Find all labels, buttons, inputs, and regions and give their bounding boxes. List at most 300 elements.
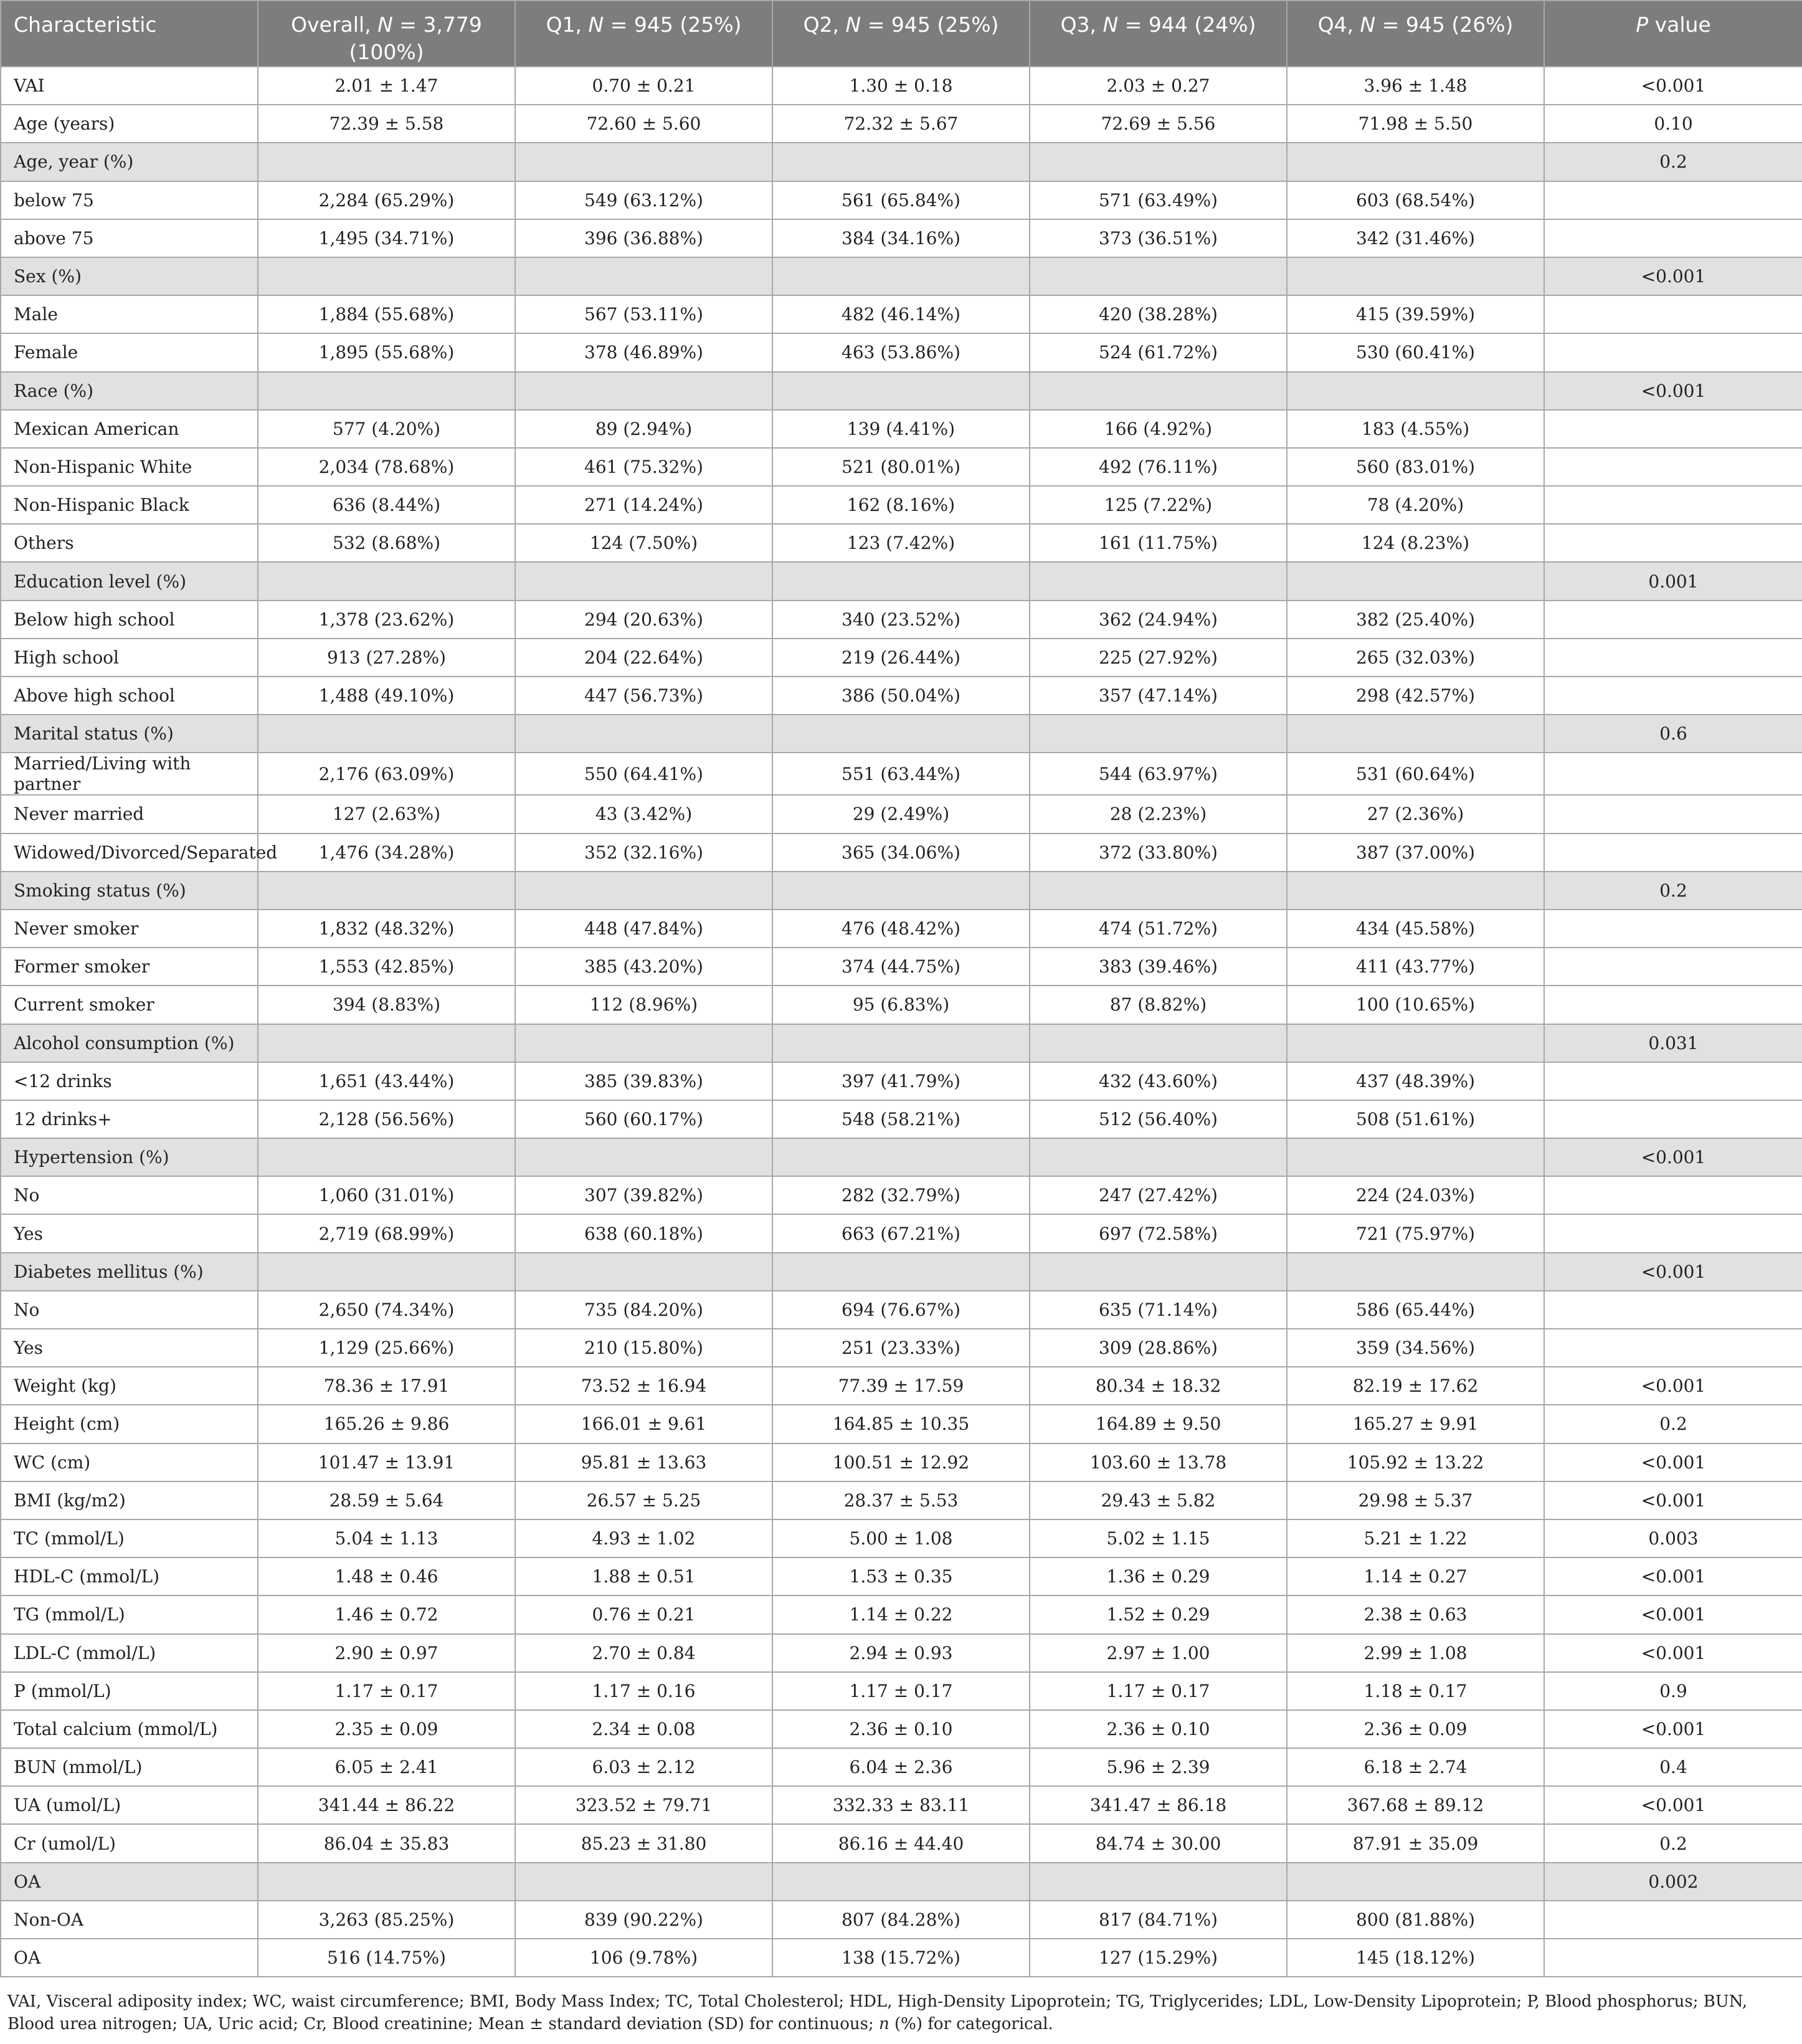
table-row — [1, 524, 1802, 562]
cell-characteristic: Non-Hispanic White — [1, 448, 258, 486]
table-row — [1, 1329, 1802, 1367]
cell-characteristic: Below high school — [1, 601, 258, 639]
cell-overall: 636 (8.44%) — [258, 486, 515, 524]
cell-q1 — [515, 372, 772, 410]
cell-q4: 82.19 ± 17.62 — [1287, 1367, 1544, 1405]
cell-characteristic: Others — [1, 524, 258, 562]
cell-q1: 2.34 ± 0.08 — [515, 1710, 772, 1748]
cell-p-value: <0.001 — [1544, 1367, 1802, 1405]
cell-p-value: 0.6 — [1544, 715, 1802, 753]
cell-p-value — [1544, 1939, 1802, 1977]
cell-q2: 663 (67.21%) — [772, 1214, 1030, 1252]
cell-q4: 411 (43.77%) — [1287, 948, 1544, 986]
cell-q1: 4.93 ± 1.02 — [515, 1519, 772, 1557]
cell-p-value: <0.001 — [1544, 67, 1802, 105]
cell-p-value — [1544, 1329, 1802, 1367]
table-row — [1, 795, 1802, 833]
cell-overall: 2,128 (56.56%) — [258, 1100, 515, 1138]
cell-p-value — [1544, 1901, 1802, 1939]
header-q1: Q1, N = 945 (25%) — [515, 1, 772, 67]
cell-overall: 577 (4.20%) — [258, 410, 515, 448]
cell-p-value — [1544, 677, 1802, 715]
cell-p-value: 0.001 — [1544, 562, 1802, 600]
cell-q4 — [1287, 1863, 1544, 1901]
cell-characteristic: TC (mmol/L) — [1, 1519, 258, 1557]
cell-q2 — [772, 1138, 1030, 1176]
cell-p-value: <0.001 — [1544, 1253, 1802, 1291]
cell-q4: 105.92 ± 13.22 — [1287, 1443, 1544, 1481]
cell-q1: 461 (75.32%) — [515, 448, 772, 486]
cell-p-value: 0.2 — [1544, 143, 1802, 181]
table-row — [1, 986, 1802, 1024]
cell-q4: 367.68 ± 89.12 — [1287, 1786, 1544, 1824]
table-row — [1, 219, 1802, 257]
cell-q2: 807 (84.28%) — [772, 1901, 1030, 1939]
category-row — [1, 1138, 1802, 1176]
cell-p-value: <0.001 — [1544, 1443, 1802, 1481]
cell-q2: 86.16 ± 44.40 — [772, 1824, 1030, 1862]
table-row — [1, 1176, 1802, 1214]
cell-q3: 357 (47.14%) — [1030, 677, 1287, 715]
cell-overall: 2.90 ± 0.97 — [258, 1634, 515, 1672]
cell-overall: 127 (2.63%) — [258, 795, 515, 833]
cell-p-value: 0.4 — [1544, 1748, 1802, 1786]
cell-q1 — [515, 257, 772, 295]
cell-q4: 531 (60.64%) — [1287, 753, 1544, 795]
table-row — [1, 677, 1802, 715]
cell-p-value: 0.2 — [1544, 1405, 1802, 1443]
category-row — [1, 1024, 1802, 1062]
cell-overall: 394 (8.83%) — [258, 986, 515, 1024]
cell-q2: 340 (23.52%) — [772, 601, 1030, 639]
cell-overall: 341.44 ± 86.22 — [258, 1786, 515, 1824]
cell-q2: 1.30 ± 0.18 — [772, 67, 1030, 105]
cell-q2: 162 (8.16%) — [772, 486, 1030, 524]
cell-q3 — [1030, 1024, 1287, 1062]
cell-q1 — [515, 143, 772, 181]
cell-overall: 1,060 (31.01%) — [258, 1176, 515, 1214]
cell-q1: 385 (39.83%) — [515, 1062, 772, 1100]
cell-q1: 2.70 ± 0.84 — [515, 1634, 772, 1672]
cell-overall — [258, 715, 515, 753]
cell-overall: 78.36 ± 17.91 — [258, 1367, 515, 1405]
cell-q1: 378 (46.89%) — [515, 333, 772, 371]
cell-q2: 551 (63.44%) — [772, 753, 1030, 795]
cell-q4: 800 (81.88%) — [1287, 1901, 1544, 1939]
cell-characteristic: Non-Hispanic Black — [1, 486, 258, 524]
cell-q4: 2.38 ± 0.63 — [1287, 1595, 1544, 1633]
cell-q2 — [772, 872, 1030, 910]
cell-overall: 3,263 (85.25%) — [258, 1901, 515, 1939]
cell-overall: 516 (14.75%) — [258, 1939, 515, 1977]
cell-p-value — [1544, 333, 1802, 371]
cell-p-value — [1544, 410, 1802, 448]
cell-p-value: <0.001 — [1544, 1634, 1802, 1672]
cell-q3: 87 (8.82%) — [1030, 986, 1287, 1024]
cell-q2 — [772, 1863, 1030, 1901]
cell-overall: 101.47 ± 13.91 — [258, 1443, 515, 1481]
cell-q4 — [1287, 562, 1544, 600]
cell-q4: 530 (60.41%) — [1287, 333, 1544, 371]
table-row — [1, 1062, 1802, 1100]
cell-characteristic: Never married — [1, 795, 258, 833]
cell-overall: 2,284 (65.29%) — [258, 181, 515, 219]
cell-characteristic: HDL-C (mmol/L) — [1, 1557, 258, 1595]
cell-q1: 735 (84.20%) — [515, 1291, 772, 1329]
cell-q4: 508 (51.61%) — [1287, 1100, 1544, 1138]
cell-overall: 1,495 (34.71%) — [258, 219, 515, 257]
table-row — [1, 67, 1802, 105]
cell-q4: 165.27 ± 9.91 — [1287, 1405, 1544, 1443]
table-row — [1, 1443, 1802, 1481]
cell-overall: 2.35 ± 0.09 — [258, 1710, 515, 1748]
cell-q1 — [515, 1138, 772, 1176]
cell-q1: 567 (53.11%) — [515, 295, 772, 333]
category-row — [1, 562, 1802, 600]
cell-overall — [258, 1024, 515, 1062]
cell-overall: 913 (27.28%) — [258, 639, 515, 677]
cell-q2: 100.51 ± 12.92 — [772, 1443, 1030, 1481]
cell-q2: 482 (46.14%) — [772, 295, 1030, 333]
cell-q3: 635 (71.14%) — [1030, 1291, 1287, 1329]
cell-q2: 138 (15.72%) — [772, 1939, 1030, 1977]
cell-q1: 124 (7.50%) — [515, 524, 772, 562]
cell-q4: 27 (2.36%) — [1287, 795, 1544, 833]
cell-q2 — [772, 257, 1030, 295]
cell-q2: 548 (58.21%) — [772, 1100, 1030, 1138]
cell-p-value: <0.001 — [1544, 1138, 1802, 1176]
cell-characteristic: above 75 — [1, 219, 258, 257]
cell-characteristic: Male — [1, 295, 258, 333]
cell-overall: 86.04 ± 35.83 — [258, 1824, 515, 1862]
cell-characteristic: Total calcium (mmol/L) — [1, 1710, 258, 1748]
cell-characteristic: Alcohol consumption (%) — [1, 1024, 258, 1062]
cell-characteristic: Age (years) — [1, 105, 258, 143]
cell-characteristic: Weight (kg) — [1, 1367, 258, 1405]
cell-overall: 1,651 (43.44%) — [258, 1062, 515, 1100]
cell-q1: 839 (90.22%) — [515, 1901, 772, 1939]
cell-q2: 1.53 ± 0.35 — [772, 1557, 1030, 1595]
cell-q3: 125 (7.22%) — [1030, 486, 1287, 524]
table-row — [1, 910, 1802, 948]
cell-characteristic: LDL-C (mmol/L) — [1, 1634, 258, 1672]
cell-q1 — [515, 1253, 772, 1291]
cell-q3: 383 (39.46%) — [1030, 948, 1287, 986]
cell-q4: 586 (65.44%) — [1287, 1291, 1544, 1329]
cell-overall — [258, 1863, 515, 1901]
cell-q2: 2.94 ± 0.93 — [772, 1634, 1030, 1672]
cell-p-value — [1544, 1062, 1802, 1100]
cell-q2: 476 (48.42%) — [772, 910, 1030, 948]
cell-q1 — [515, 1863, 772, 1901]
cell-q3: 72.69 ± 5.56 — [1030, 105, 1287, 143]
cell-q3 — [1030, 372, 1287, 410]
cell-characteristic: TG (mmol/L) — [1, 1595, 258, 1633]
cell-q3: 5.02 ± 1.15 — [1030, 1519, 1287, 1557]
cell-q4 — [1287, 257, 1544, 295]
cell-q3: 1.17 ± 0.17 — [1030, 1672, 1287, 1710]
cell-q2: 374 (44.75%) — [772, 948, 1030, 986]
cell-q3: 474 (51.72%) — [1030, 910, 1287, 948]
cell-q2: 386 (50.04%) — [772, 677, 1030, 715]
cell-q2: 6.04 ± 2.36 — [772, 1748, 1030, 1786]
cell-p-value: 0.10 — [1544, 105, 1802, 143]
table-row — [1, 1786, 1802, 1824]
cell-overall: 1,476 (34.28%) — [258, 834, 515, 872]
table-row — [1, 1519, 1802, 1557]
cell-p-value: <0.001 — [1544, 1557, 1802, 1595]
cell-q4: 298 (42.57%) — [1287, 677, 1544, 715]
cell-characteristic: Yes — [1, 1214, 258, 1252]
cell-p-value — [1544, 181, 1802, 219]
cell-q4 — [1287, 1253, 1544, 1291]
table-row — [1, 1748, 1802, 1786]
table-row — [1, 1824, 1802, 1862]
cell-p-value — [1544, 1214, 1802, 1252]
cell-overall: 6.05 ± 2.41 — [258, 1748, 515, 1786]
cell-characteristic: Female — [1, 333, 258, 371]
cell-q4: 29.98 ± 5.37 — [1287, 1481, 1544, 1519]
cell-q4: 145 (18.12%) — [1287, 1939, 1544, 1977]
cell-q2 — [772, 1253, 1030, 1291]
table-row — [1, 1291, 1802, 1329]
cell-characteristic: No — [1, 1291, 258, 1329]
cell-q3: 80.34 ± 18.32 — [1030, 1367, 1287, 1405]
cell-q4: 3.96 ± 1.48 — [1287, 67, 1544, 105]
cell-overall — [258, 562, 515, 600]
cell-characteristic: Education level (%) — [1, 562, 258, 600]
cell-overall — [258, 257, 515, 295]
cell-q2: 2.36 ± 0.10 — [772, 1710, 1030, 1748]
cell-overall: 1,129 (25.66%) — [258, 1329, 515, 1367]
cell-characteristic: Sex (%) — [1, 257, 258, 295]
cell-q1 — [515, 562, 772, 600]
table-row — [1, 448, 1802, 486]
cell-p-value: 0.031 — [1544, 1024, 1802, 1062]
cell-q3: 492 (76.11%) — [1030, 448, 1287, 486]
cell-q3: 524 (61.72%) — [1030, 333, 1287, 371]
cell-q1 — [515, 1024, 772, 1062]
cell-q1: 396 (36.88%) — [515, 219, 772, 257]
cell-q3 — [1030, 1138, 1287, 1176]
cell-q1: 447 (56.73%) — [515, 677, 772, 715]
cell-q4: 71.98 ± 5.50 — [1287, 105, 1544, 143]
table-row — [1, 1214, 1802, 1252]
category-row — [1, 715, 1802, 753]
cell-q1: 204 (22.64%) — [515, 639, 772, 677]
table-row — [1, 181, 1802, 219]
cell-characteristic: Yes — [1, 1329, 258, 1367]
cell-q4: 5.21 ± 1.22 — [1287, 1519, 1544, 1557]
cell-q4: 87.91 ± 35.09 — [1287, 1824, 1544, 1862]
cell-q1: 549 (63.12%) — [515, 181, 772, 219]
cell-q3: 571 (63.49%) — [1030, 181, 1287, 219]
table-row — [1, 1405, 1802, 1443]
table-row — [1, 639, 1802, 677]
cell-overall: 28.59 ± 5.64 — [258, 1481, 515, 1519]
cell-q3: 28 (2.23%) — [1030, 795, 1287, 833]
cell-q3: 697 (72.58%) — [1030, 1214, 1287, 1252]
header-overall: Overall, N = 3,779 (100%) — [258, 1, 515, 67]
cell-overall: 1.17 ± 0.17 — [258, 1672, 515, 1710]
cell-q1: 72.60 ± 5.60 — [515, 105, 772, 143]
table-row — [1, 295, 1802, 333]
cell-q1 — [515, 715, 772, 753]
cell-p-value — [1544, 834, 1802, 872]
cell-q1: 89 (2.94%) — [515, 410, 772, 448]
table-header — [1, 1, 1802, 67]
cell-q4: 1.14 ± 0.27 — [1287, 1557, 1544, 1595]
cell-q3: 817 (84.71%) — [1030, 1901, 1287, 1939]
cell-overall: 1,895 (55.68%) — [258, 333, 515, 371]
cell-q2: 5.00 ± 1.08 — [772, 1519, 1030, 1557]
cell-p-value: 0.2 — [1544, 872, 1802, 910]
cell-characteristic: Marital status (%) — [1, 715, 258, 753]
category-row — [1, 872, 1802, 910]
cell-overall: 1.48 ± 0.46 — [258, 1557, 515, 1595]
cell-q4: 382 (25.40%) — [1287, 601, 1544, 639]
cell-q1: 95.81 ± 13.63 — [515, 1443, 772, 1481]
cell-q3: 1.36 ± 0.29 — [1030, 1557, 1287, 1595]
cell-q4: 415 (39.59%) — [1287, 295, 1544, 333]
cell-q4 — [1287, 1024, 1544, 1062]
cell-q1: 26.57 ± 5.25 — [515, 1481, 772, 1519]
header-q4: Q4, N = 945 (26%) — [1287, 1, 1544, 67]
cell-p-value — [1544, 601, 1802, 639]
cell-q2: 1.17 ± 0.17 — [772, 1672, 1030, 1710]
cell-q3: 247 (27.42%) — [1030, 1176, 1287, 1214]
category-row — [1, 143, 1802, 181]
cell-q2 — [772, 562, 1030, 600]
cell-q3 — [1030, 257, 1287, 295]
cell-q1: 0.70 ± 0.21 — [515, 67, 772, 105]
cell-q3: 127 (15.29%) — [1030, 1939, 1287, 1977]
cell-q1: 307 (39.82%) — [515, 1176, 772, 1214]
header-characteristic: Characteristic — [1, 1, 258, 67]
cell-characteristic: High school — [1, 639, 258, 677]
cell-q1: 106 (9.78%) — [515, 1939, 772, 1977]
cell-characteristic: Mexican American — [1, 410, 258, 448]
cell-q3 — [1030, 562, 1287, 600]
table-row — [1, 1367, 1802, 1405]
cell-q3: 2.97 ± 1.00 — [1030, 1634, 1287, 1672]
table-row — [1, 1481, 1802, 1519]
cell-p-value — [1544, 295, 1802, 333]
cell-p-value — [1544, 448, 1802, 486]
cell-p-value — [1544, 986, 1802, 1024]
cell-characteristic: No — [1, 1176, 258, 1214]
cell-characteristic: Married/Living with partner — [1, 753, 258, 795]
cell-q3: 166 (4.92%) — [1030, 410, 1287, 448]
table-row — [1, 1634, 1802, 1672]
cell-q1: 294 (20.63%) — [515, 601, 772, 639]
cell-q2 — [772, 715, 1030, 753]
table-row — [1, 1557, 1802, 1595]
cell-q4 — [1287, 372, 1544, 410]
cell-q1: 6.03 ± 2.12 — [515, 1748, 772, 1786]
cell-q2: 219 (26.44%) — [772, 639, 1030, 677]
cell-overall: 5.04 ± 1.13 — [258, 1519, 515, 1557]
cell-overall: 165.26 ± 9.86 — [258, 1405, 515, 1443]
cell-q1: 550 (64.41%) — [515, 753, 772, 795]
cell-characteristic: Cr (umol/L) — [1, 1824, 258, 1862]
cell-p-value: <0.001 — [1544, 1710, 1802, 1748]
cell-q2: 384 (34.16%) — [772, 219, 1030, 257]
cell-characteristic: Race (%) — [1, 372, 258, 410]
cell-q2: 77.39 ± 17.59 — [772, 1367, 1030, 1405]
header-q2: Q2, N = 945 (25%) — [772, 1, 1030, 67]
cell-q2: 1.14 ± 0.22 — [772, 1595, 1030, 1633]
cell-q4: 124 (8.23%) — [1287, 524, 1544, 562]
cell-q1: 1.17 ± 0.16 — [515, 1672, 772, 1710]
cell-q2: 332.33 ± 83.11 — [772, 1786, 1030, 1824]
cell-q3: 161 (11.75%) — [1030, 524, 1287, 562]
cell-characteristic: BUN (mmol/L) — [1, 1748, 258, 1786]
table-row — [1, 1939, 1802, 1977]
category-row — [1, 1253, 1802, 1291]
table-row — [1, 1710, 1802, 1748]
cell-p-value — [1544, 1100, 1802, 1138]
cell-q2: 123 (7.42%) — [772, 524, 1030, 562]
table-row — [1, 834, 1802, 872]
cell-p-value: 0.002 — [1544, 1863, 1802, 1901]
table-footnote: VAI, Visceral adiposity index; WC, waist circumference; BMI, Body Mass Index; TC, Total Cholesterol; HDL, High-Density Lipoprotein; TG, Triglycerides; LDL, Low-Density Lipoprotein; P, Blood phosphorus; BUN, Blood urea nitrogen; UA, Uric acid; Cr, Blood creatinine; Mean ± standard deviation (SD) for continuous; n (%) for categorical. — [7, 1992, 1748, 2033]
category-row — [1, 257, 1802, 295]
cell-characteristic: Smoking status (%) — [1, 872, 258, 910]
cell-characteristic: Non-OA — [1, 1901, 258, 1939]
header-q3: Q3, N = 944 (24%) — [1030, 1, 1287, 67]
cell-characteristic: 12 drinks+ — [1, 1100, 258, 1138]
cell-overall: 1,488 (49.10%) — [258, 677, 515, 715]
cell-q1: 271 (14.24%) — [515, 486, 772, 524]
table-row — [1, 1672, 1802, 1710]
cell-overall: 72.39 ± 5.58 — [258, 105, 515, 143]
cell-overall: 2,650 (74.34%) — [258, 1291, 515, 1329]
cell-q2 — [772, 143, 1030, 181]
cell-overall — [258, 1253, 515, 1291]
cell-q3: 164.89 ± 9.50 — [1030, 1405, 1287, 1443]
cell-p-value — [1544, 753, 1802, 795]
cell-p-value — [1544, 1176, 1802, 1214]
cell-characteristic: Diabetes mellitus (%) — [1, 1253, 258, 1291]
cell-p-value: <0.001 — [1544, 1786, 1802, 1824]
cell-q4: 183 (4.55%) — [1287, 410, 1544, 448]
cell-q4: 1.18 ± 0.17 — [1287, 1672, 1544, 1710]
cell-q1: 1.88 ± 0.51 — [515, 1557, 772, 1595]
cell-q4: 224 (24.03%) — [1287, 1176, 1544, 1214]
cell-q2: 365 (34.06%) — [772, 834, 1030, 872]
cell-q4: 387 (37.00%) — [1287, 834, 1544, 872]
cell-characteristic: Former smoker — [1, 948, 258, 986]
cell-p-value — [1544, 1291, 1802, 1329]
cell-q3: 420 (38.28%) — [1030, 295, 1287, 333]
cell-overall — [258, 872, 515, 910]
cell-q2: 463 (53.86%) — [772, 333, 1030, 371]
cell-q3: 2.03 ± 0.27 — [1030, 67, 1287, 105]
cell-p-value: <0.001 — [1544, 1595, 1802, 1633]
table-row — [1, 1100, 1802, 1138]
table-row — [1, 333, 1802, 371]
cell-q4: 603 (68.54%) — [1287, 181, 1544, 219]
cell-q3: 309 (28.86%) — [1030, 1329, 1287, 1367]
cell-q4: 721 (75.97%) — [1287, 1214, 1544, 1252]
table-row — [1, 1595, 1802, 1633]
cell-characteristic: WC (cm) — [1, 1443, 258, 1481]
cell-q1: 385 (43.20%) — [515, 948, 772, 986]
cell-q1: 85.23 ± 31.80 — [515, 1824, 772, 1862]
cell-overall: 1,832 (48.32%) — [258, 910, 515, 948]
cell-characteristic: OA — [1, 1939, 258, 1977]
